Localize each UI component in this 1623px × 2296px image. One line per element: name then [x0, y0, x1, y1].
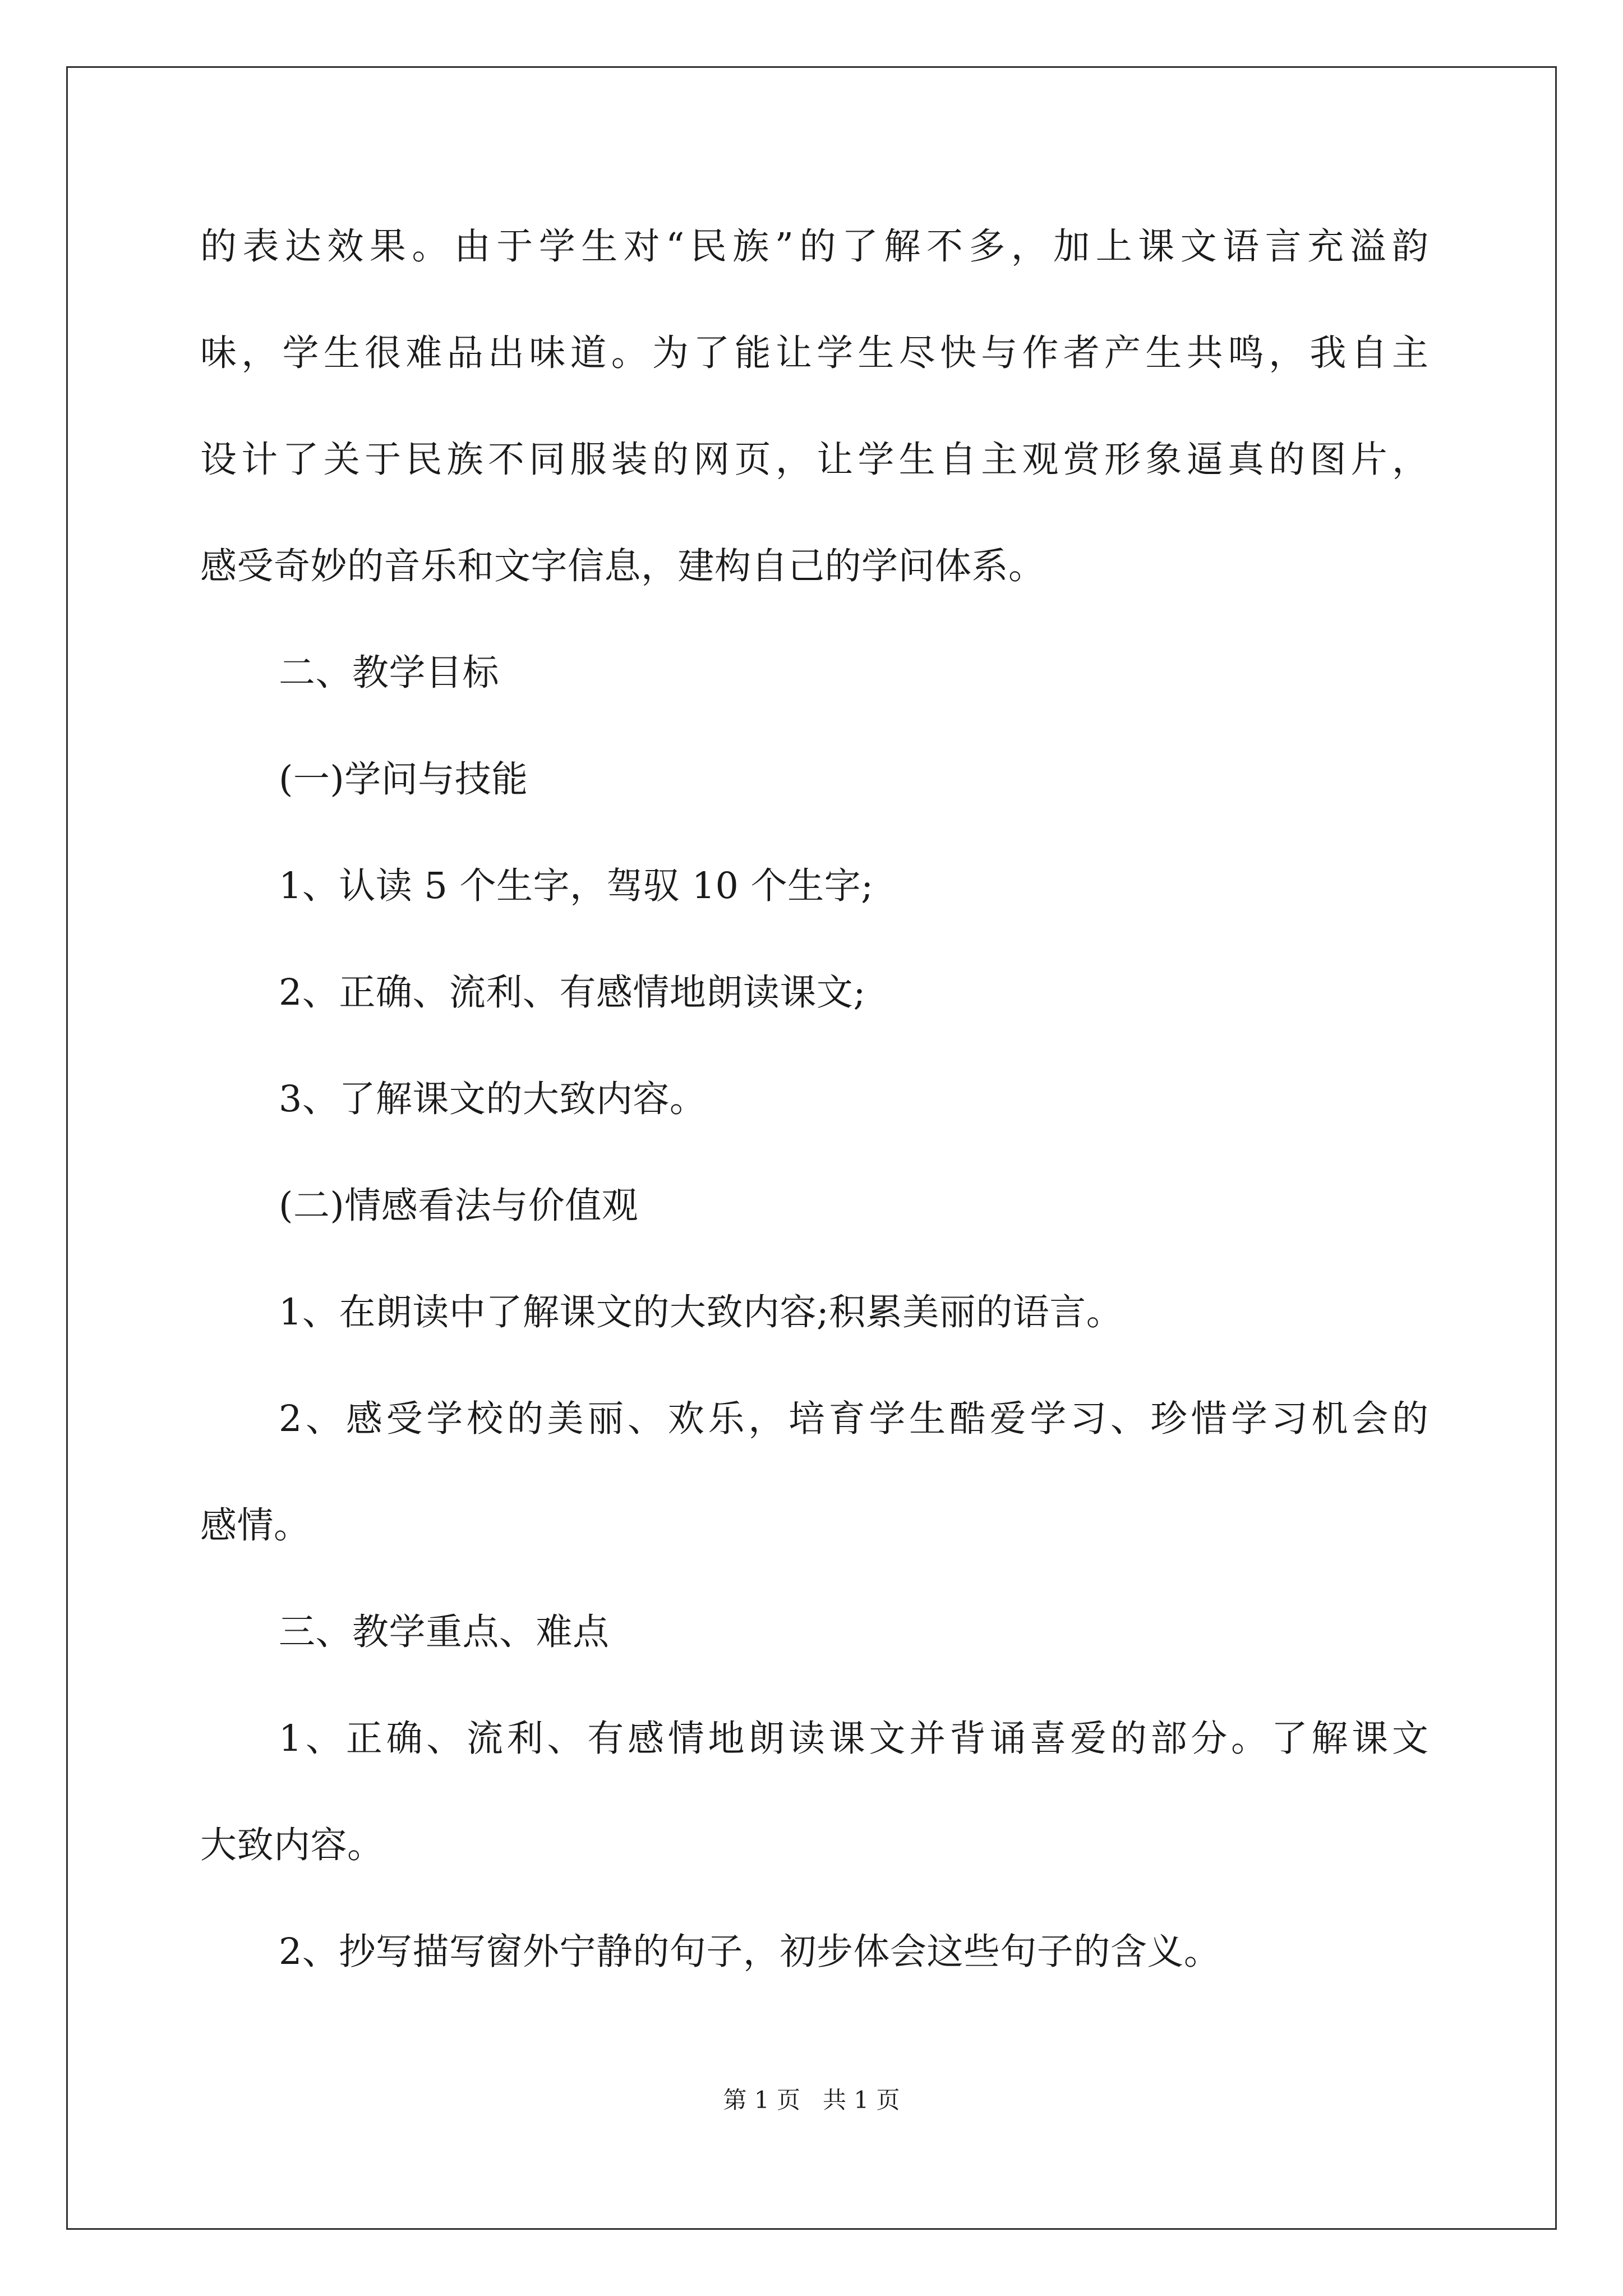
list-item: 2、抄写描写窗外宁静的句子，初步体会这些句子的含义。: [279, 1931, 1221, 1973]
list-item: 2、感受学校的美丽、欢乐，培育学生酷爱学习、珍惜学习机会的: [279, 1398, 1428, 1440]
list-item-continuation: 感情。: [200, 1504, 311, 1547]
list-item: 2、正确、流利、有感情地朗读课文;: [279, 972, 866, 1014]
list-item: 3、了解课文的大致内容。: [279, 1078, 707, 1120]
list-item-continuation: 大致内容。: [200, 1824, 384, 1866]
list-item: 1、认读 5 个生字，驾驭 10 个生字;: [279, 865, 874, 907]
list-item: 1、在朗读中了解课文的大致内容;积累美丽的语言。: [279, 1291, 1123, 1333]
paragraph-line: 感受奇妙的音乐和文字信息，建构自己的学问体系。: [200, 545, 1045, 587]
paragraph-line: 设计了关于民族不同服装的网页，让学生自主观赏形象逼真的图片，: [200, 439, 1428, 481]
page-footer: 第 1 页 共 1 页: [723, 2086, 900, 2114]
paragraph-line: 的表达效果。由于学生对“民族”的了解不多，加上课文语言充溢韵: [200, 226, 1428, 268]
paragraph-line: 味，学生很难品出味道。为了能让学生尽快与作者产生共鸣，我自主: [200, 332, 1428, 374]
section-heading: 三、教学重点、难点: [279, 1611, 610, 1653]
list-item: 1、正确、流利、有感情地朗读课文并背诵喜爱的部分。了解课文: [279, 1718, 1428, 1760]
section-heading: 二、教学目标: [279, 652, 500, 694]
subsection-heading: (二)情感看法与价值观: [279, 1185, 639, 1227]
subsection-heading: (一)学问与技能: [279, 758, 528, 800]
page-border: [66, 66, 1557, 2230]
